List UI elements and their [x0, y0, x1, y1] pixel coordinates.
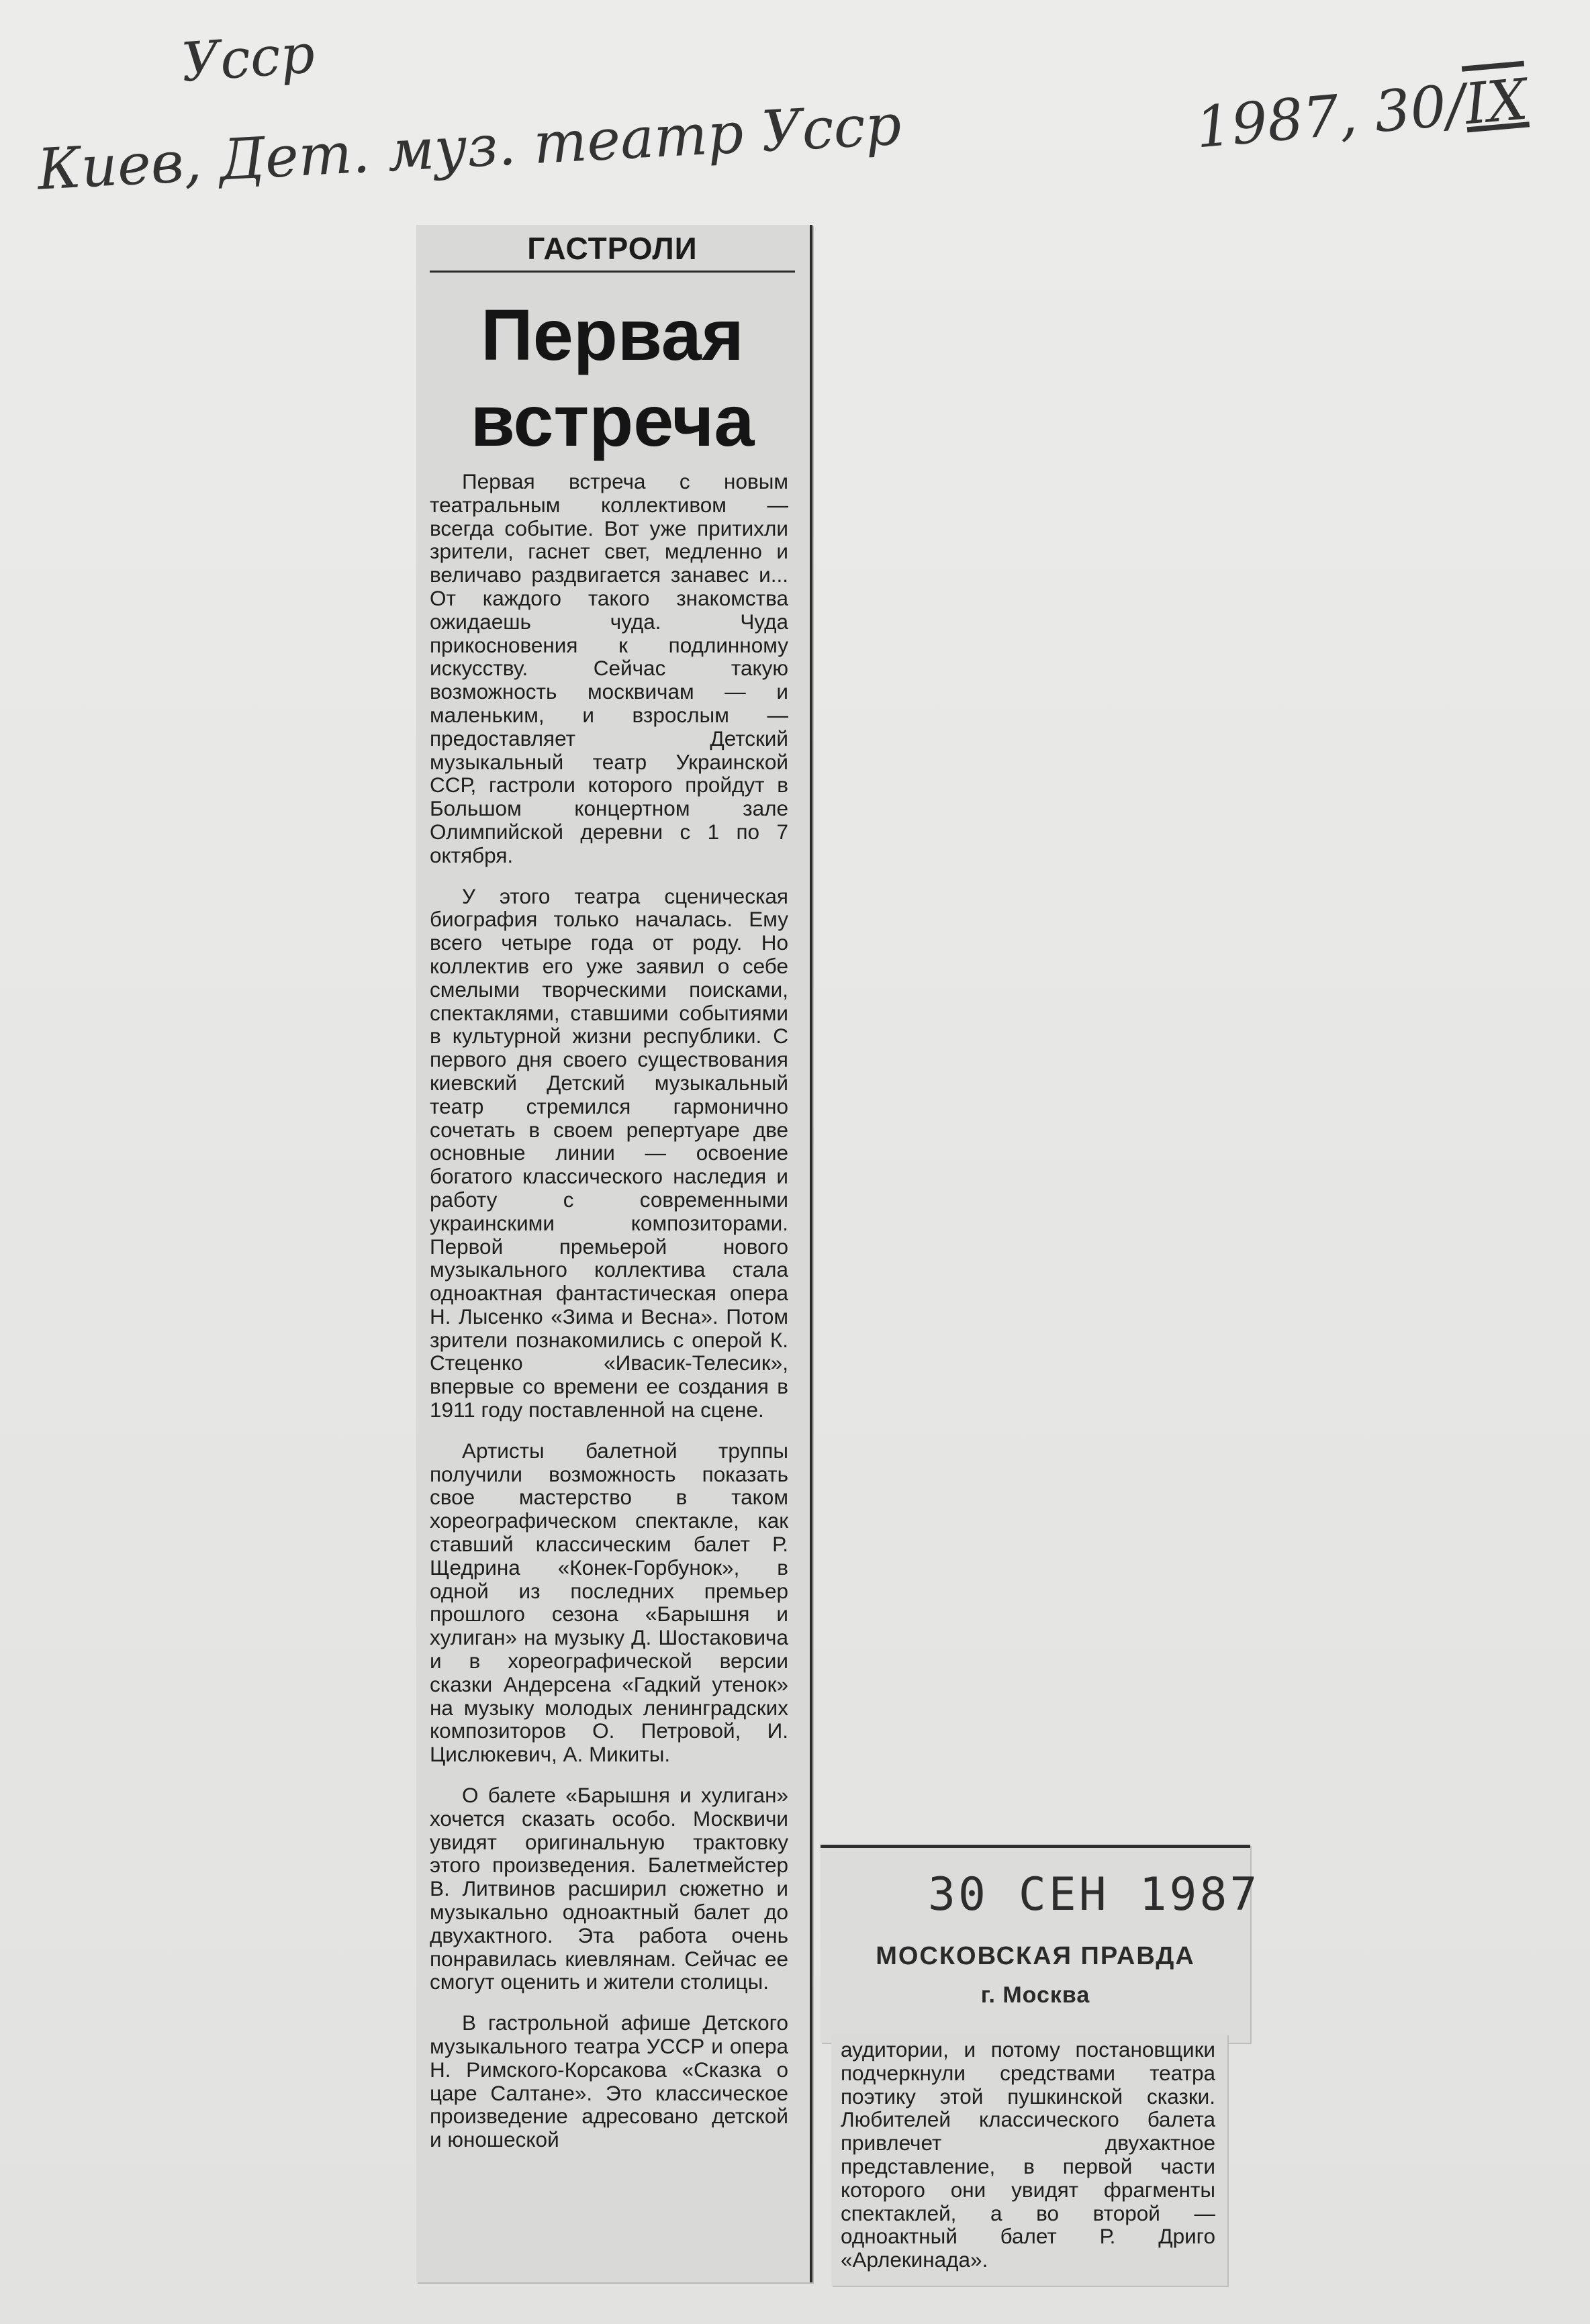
rubric-label: ГАСТРОЛИ: [430, 225, 795, 273]
handwritten-note-top: Усср: [179, 22, 317, 94]
handwritten-date: [1193, 66, 1530, 161]
headline-line-2: встреча: [470, 380, 755, 461]
article-continuation: аудитории, и потому постановщики подчеркнули средствами театра поэтику этой пушкинской сказки. Любителей классического балета привлечет двухактное представление, в первой части которого они увидят фрагменты спектаклей, а во второй — одноактный балет Р. Дриго «Арлекинада».: [841, 2037, 1215, 2272]
article-paragraph: В гастрольной афише Детского музыкального театра УССР и опера Н. Римского-Корсакова «Сказка о царе Салтане». Это классическое произведение адресовано детской и юношеской: [430, 2011, 788, 2152]
headline-line-1: Первая: [481, 294, 744, 375]
column-rule: [810, 225, 812, 2282]
stamp-city: г. Москва: [980, 1982, 1090, 2008]
article-headline: [430, 292, 795, 464]
article-paragraph: Артисты балетной труппы получили возможность показать свое мастерство в таком хореографическом спектакле, как ставший классическим балет Р. Щедрина «Конек-Горбунок», в одной из последних премьер прошлого сезона «Барышня и хулиган» на музыку Д. Шостаковича и в хореографической версии сказки Андерсена «Гадкий утенок» на музыку молодых ленинградских композиторов О. Петровой, И. Цислюкевич, А. Микиты.: [430, 1438, 788, 1767]
handwritten-date-prefix: 1987, 30/: [1192, 71, 1468, 161]
newspaper-clipping-continuation: [831, 2034, 1227, 2286]
newspaper-clipping-main: [416, 225, 812, 2282]
article-paragraph: Первая встреча с новым театральным коллективом — всегда событие. Вот уже притихли зрители, гаснет свет, медленно и величаво раздвигается занавес и... От каждого такого знакомства ожидаешь чуда. Чуда прикосновения к подлинному искусству. Сейчас такую возможность москвичам — и маленьким, и взрослым — предоставляет Детский музыкальный театр Украинской ССР, гастроли которого пройдут в Большом концертном зале Олимпийской деревни с 1 по 7 октября.: [430, 469, 788, 867]
article-paragraph: У этого театра сценическая биография только началась. Ему всего четыре года от роду. Но коллектив его уже заявил о себе смелыми творческими поисками, спектаклями, ставшими событиями в культурной жизни республики. С первого дня своего существования киевский Детский музыкальный театр стремился гармонично сочетать в своем репертуаре две основные линии — освоение богатого классического наследия и работу с современными украинскими композиторами. Первой премьерой нового музыкального коллектива стала одноактная фантастическая опера Н. Лысенко «Зима и Весна». Потом зрители познакомились с оперой К. Стеценко «Ивасик-Телесик», впервые со времени ее создания в 1911 году поставленной на сцене.: [430, 883, 788, 1422]
stamp-date: 30 СЕН 1987: [928, 1868, 1260, 1921]
article-paragraph: О балете «Барышня и хулиган» хочется сказать особо. Москвичи увидят оригинальную трактовку этого произведения. Балетмейстер В. Литвинов расширил сюжетно и музыкально одноактный балет до двухактного. Эта работа очень понравилась киевлянам. Сейчас ее смогут оценить и жители столицы.: [430, 1783, 788, 1994]
stamp-newspaper-name: МОСКОВСКАЯ ПРАВДА: [876, 1942, 1195, 1970]
handwritten-note-source: Киев, Дет. муз. театр Усср: [36, 91, 903, 203]
handwritten-date-month: IX: [1462, 66, 1530, 138]
source-stamp-clipping: [821, 1845, 1260, 2043]
article-body: [430, 470, 788, 2169]
